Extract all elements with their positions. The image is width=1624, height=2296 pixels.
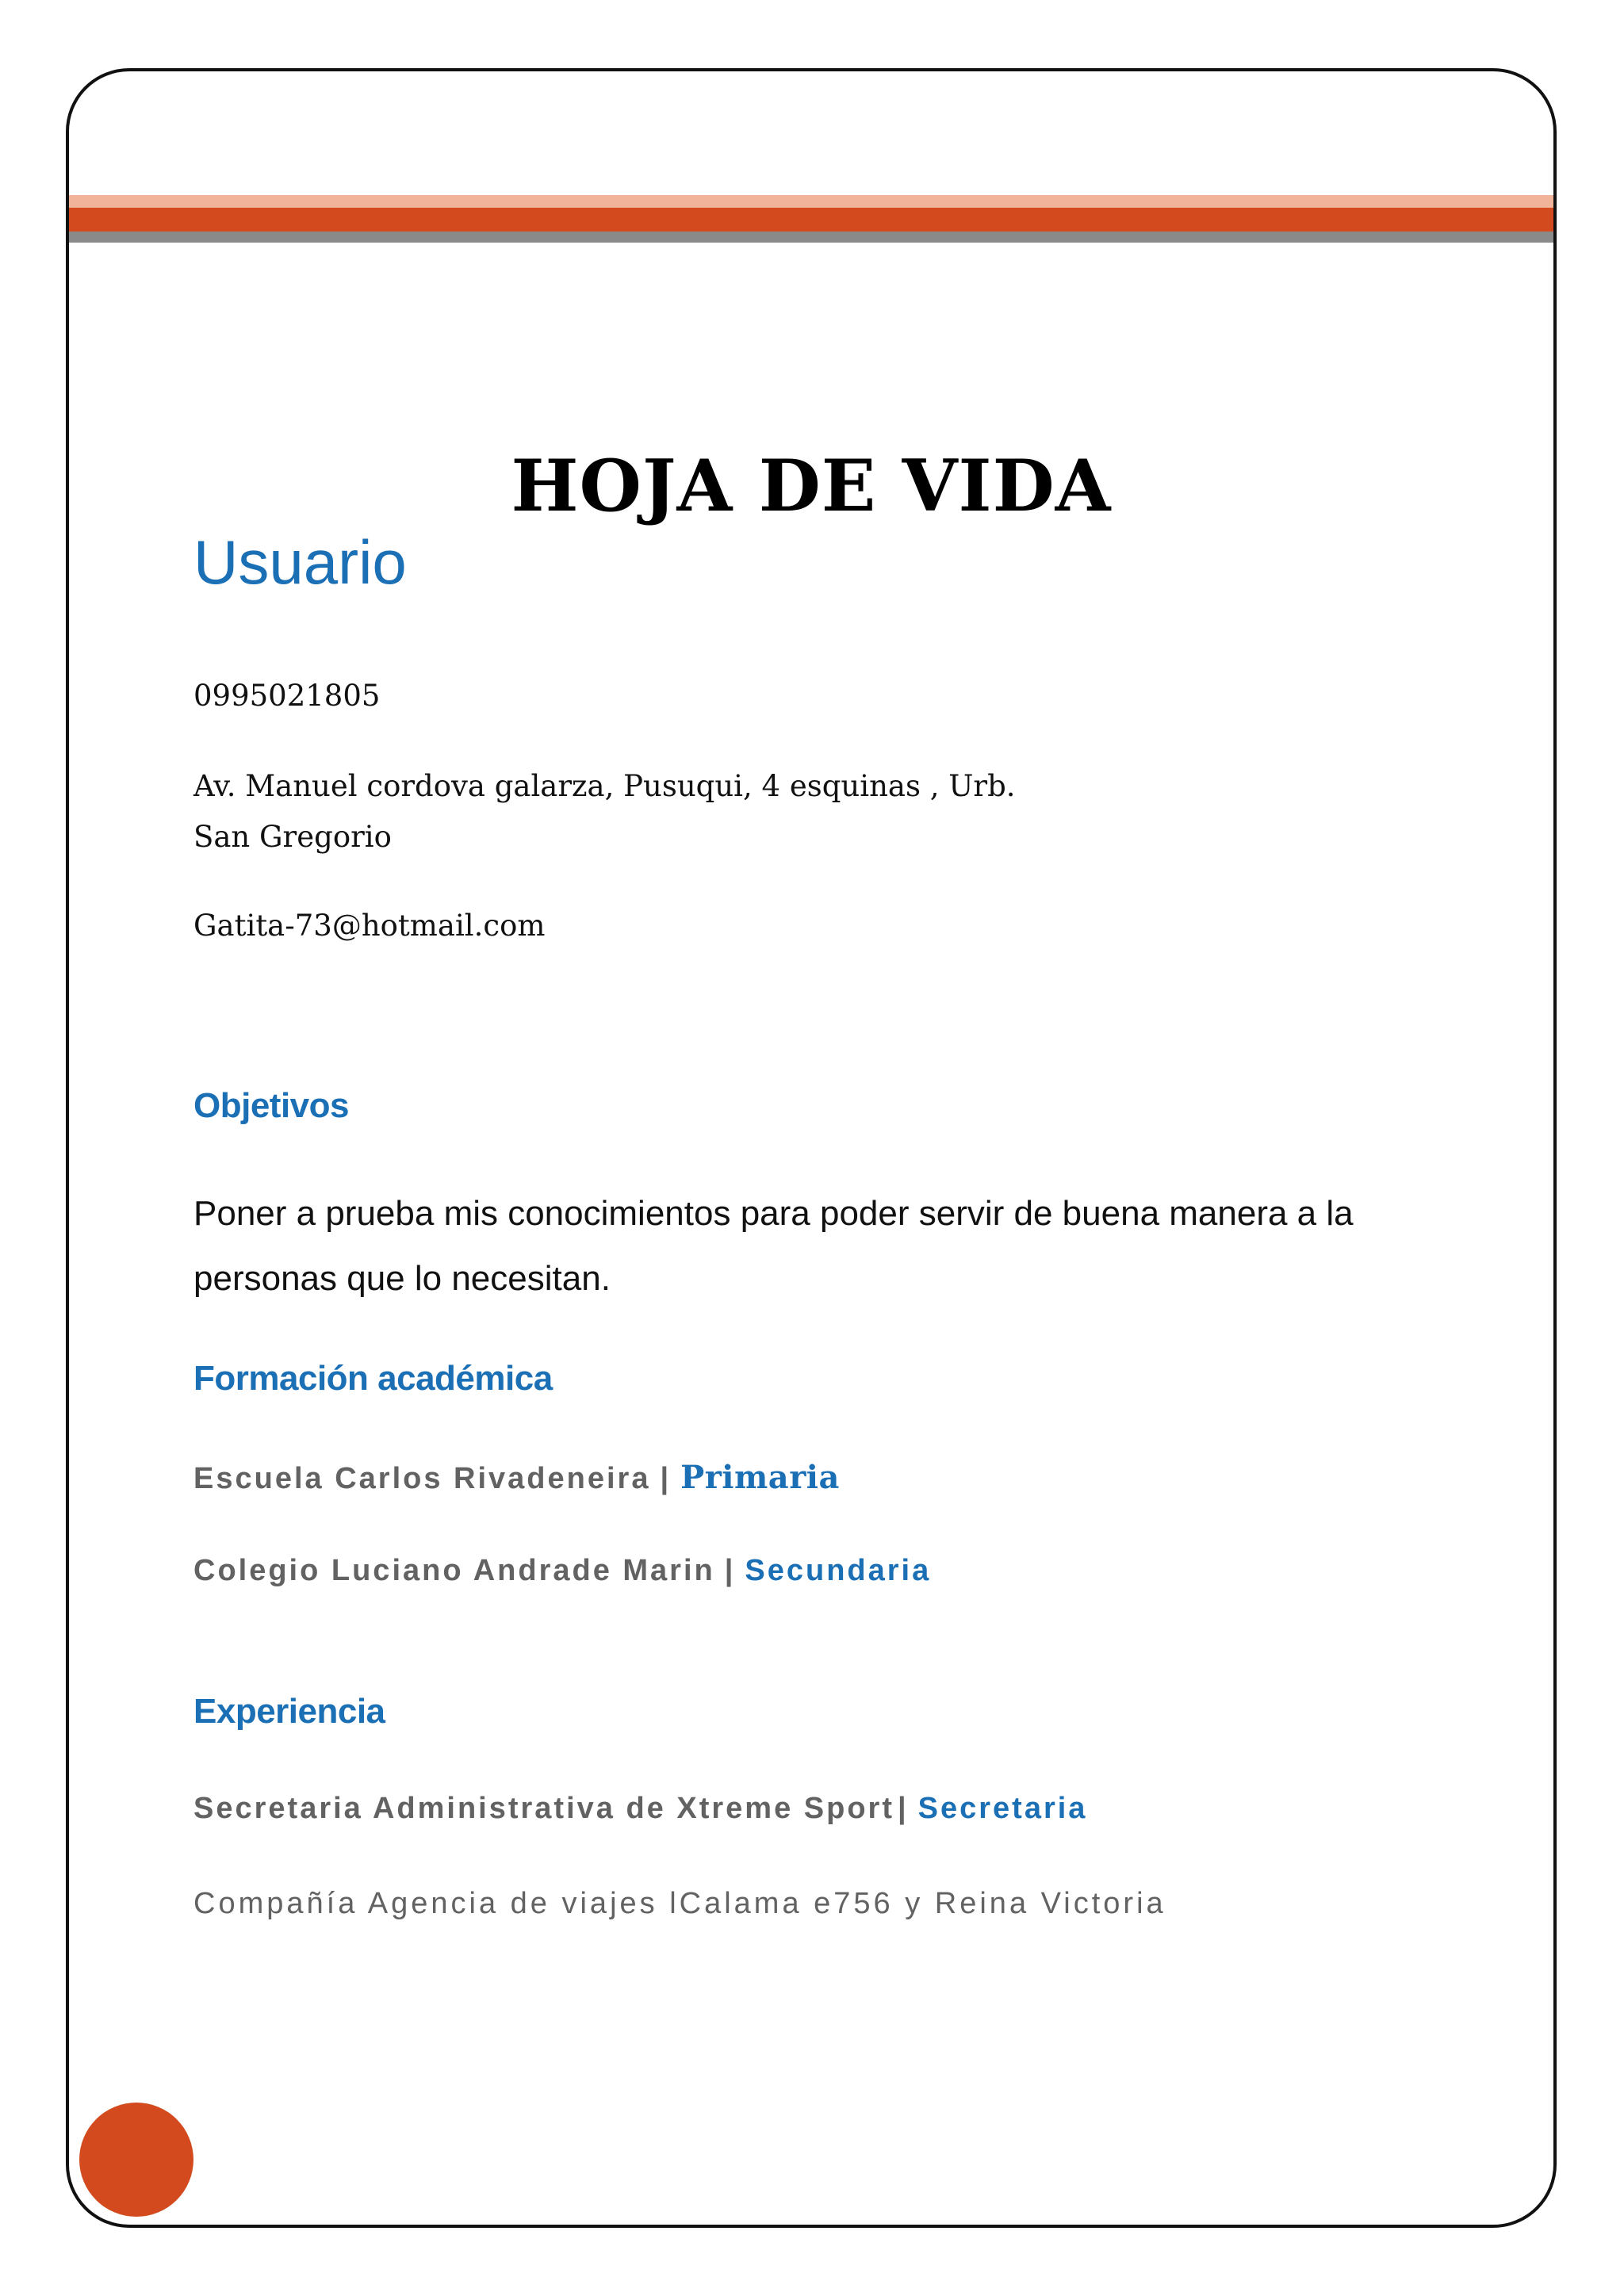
section-heading-formacion: Formación académica: [193, 1359, 553, 1398]
education-institution: Colegio Luciano Andrade Marin: [193, 1554, 715, 1587]
education-level: Secundaria: [745, 1554, 932, 1587]
experience-entry: [193, 1887, 1166, 1921]
person-name: Usuario: [193, 527, 407, 597]
address: Av. Manuel cordova galarza, Pusuqui, 4 esquinas , Urb. San Gregorio: [193, 769, 1016, 854]
header-band-orange: [69, 208, 1553, 232]
header-band-light: [69, 195, 1553, 208]
experience-position: Secretaria Administrativa de Xtreme Sport: [193, 1792, 894, 1825]
experience-role: Secretaria: [917, 1792, 1088, 1825]
experience-entry: [193, 1792, 1087, 1826]
education-institution: Escuela Carlos Rivadeneira: [193, 1462, 651, 1495]
education-entry: [193, 1554, 931, 1588]
email-address: Gatita-73@hotmail.com: [193, 909, 546, 943]
objective-text: Poner a prueba mis conocimientos para poder servir de buena manera a la personas que lo necesitan.: [193, 1194, 1354, 1298]
education-level: Primaria: [680, 1459, 840, 1496]
education-entry: [193, 1459, 840, 1496]
corner-circle-decoration: [79, 2103, 193, 2217]
section-heading-experiencia: Experiencia: [193, 1692, 385, 1731]
entry-separator: |: [660, 1462, 672, 1495]
header-band-gray: [69, 232, 1553, 243]
entry-separator: |: [897, 1792, 909, 1825]
section-heading-objetivos: Objetivos: [193, 1086, 349, 1125]
phone-number: 0995021805: [193, 679, 381, 713]
experience-position: Compañía Agencia de viajes lCalama e756 y Reina Victoria: [193, 1887, 1166, 1920]
entry-separator: |: [724, 1554, 736, 1587]
document-title: HOJA DE VIDA: [511, 444, 1112, 528]
